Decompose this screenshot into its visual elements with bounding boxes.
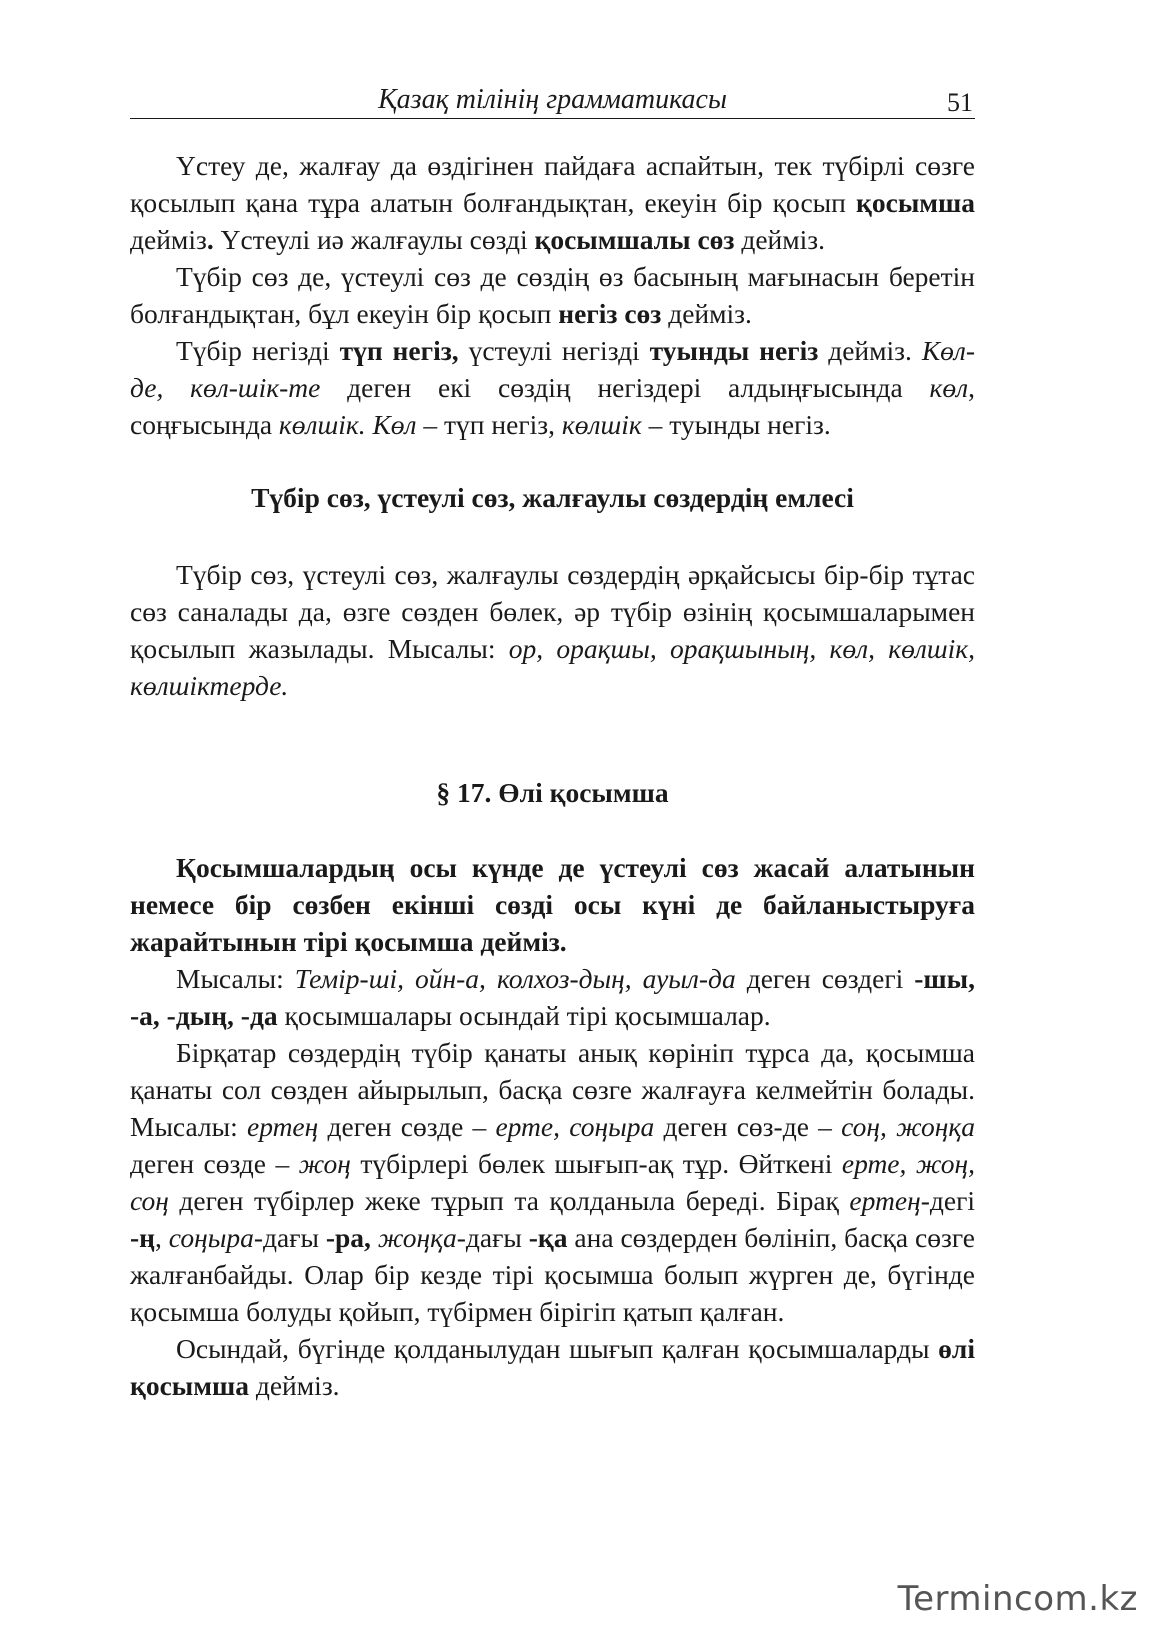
text-run: -дағы	[456, 1222, 529, 1253]
text-run: деген түбірлер жеке тұрып та қолданыла береді. Бірақ	[168, 1185, 850, 1216]
italic-example: жоң	[298, 1148, 351, 1179]
page-number: 51	[947, 88, 973, 117]
bold-term: негіз сөз	[558, 298, 662, 329]
text-run: Осындай, бүгінде қолданылудан шығып қалған қосымшаларды	[176, 1333, 939, 1364]
text-run: қосымшалары осындай тірі қосымшалар.	[277, 1000, 771, 1031]
italic-example: Темір-ші, ойн-а, колхоз-дың, ауыл-да	[294, 963, 736, 994]
italic-example: көлшік	[561, 409, 642, 440]
text-run: дейміз.	[734, 224, 826, 255]
italic-example: көл	[929, 372, 969, 403]
text-run: Мысалы:	[176, 963, 295, 994]
text-run: Түбір сөз, үстеулі сөз, жалғаулы сөздердің әрқайсысы бір-бір тұтас сөз саналады да, өзге сөзден бөлек, әр түбір өзінің қосымшаларымен қосылып жазылады. Мысалы:	[130, 559, 975, 664]
text-run: Түбір сөз де, үстеулі сөз де сөздің өз басының мағынасын беретін болғандықтан, бұл екеуін бір қосып	[130, 261, 975, 329]
text-run: -дегі	[920, 1185, 975, 1216]
page-body	[130, 147, 975, 1404]
bold-term: туынды негіз	[649, 335, 819, 366]
italic-example: Көл-де, көл-шік-те	[130, 335, 975, 403]
italic-example: ертең	[849, 1185, 921, 1216]
italic-example: ертең	[246, 1111, 319, 1142]
text-run: -дағы	[253, 1222, 326, 1253]
text-run: ,	[155, 1222, 169, 1253]
section-heading-spelling: Түбір сөз, үстеулі сөз, жалғаулы сөздердің емлесі	[251, 482, 854, 513]
section-heading-17: § 17. Өлі қосымша	[436, 777, 669, 808]
paragraph-8	[130, 1330, 975, 1404]
text-run: деген екі сөздің негіздері алдыңғысында	[320, 372, 930, 403]
bold-term: -ң	[130, 1222, 156, 1253]
text-run: – туынды негіз.	[641, 409, 831, 440]
text-run: дейміз	[130, 224, 207, 255]
bold-term: .	[206, 224, 214, 255]
text-run: дейміз.	[661, 298, 752, 329]
text-run: Үстеу де, жалғау да өздігінен пайдаға аспайтын, тек түбірлі сөзге қосылып қана тұра алатын болғандықтан, екеуін бір қосып	[130, 150, 975, 218]
site-watermark: Termincom.kz	[897, 1579, 1138, 1619]
bold-term: қосымшалы сөз	[534, 224, 735, 255]
text-run: дейміз.	[248, 1370, 340, 1401]
text-run: үстеулі негізді	[458, 335, 650, 366]
text-run: деген сөз-де –	[654, 1111, 842, 1142]
paragraph-6	[130, 960, 975, 1034]
paragraph-4	[130, 556, 975, 704]
italic-example: соңыра	[168, 1222, 254, 1253]
text-run: Бірқатар сөздердің түбір қанаты анық көрініп тұрса да, қосымша қанаты сол сөзден айырылып, басқа сөзге жалғауға келмейтін болады. Мысалы:	[130, 1037, 975, 1142]
text-run: Үстеулі иә жалғаулы сөзді	[213, 224, 535, 255]
bold-term: Қосымшалардың осы күнде де үстеулі сөз жасай алатынын немесе бір сөзбен екінші сөзді осы күні де байланыстыруға жарайтынын тірі қосымша дейміз.	[130, 852, 975, 957]
bold-term: түп негіз,	[339, 335, 459, 366]
bold-term: -шы, -а, -дың, -да	[130, 963, 975, 1031]
italic-example: көлшік. Көл	[278, 409, 417, 440]
text-run: Түбір негізді	[176, 335, 340, 366]
paragraph-3	[130, 332, 975, 443]
text-run: деген сөздегі	[735, 963, 915, 994]
running-header-title: Қазақ тілінің грамматикасы	[378, 84, 727, 115]
text-run: – түп негіз,	[416, 409, 562, 440]
text-run: , соңғысында	[130, 372, 976, 440]
text-run: дейміз.	[818, 335, 922, 366]
paragraph-1	[130, 147, 975, 258]
page	[130, 78, 975, 1404]
paragraph-7	[130, 1034, 975, 1330]
italic-example: ор, орақшы, орақшының, көл, көлшік, көлшіктерде.	[130, 633, 975, 701]
bold-term: өлі қосымша	[130, 1333, 975, 1401]
paragraph-2	[130, 258, 975, 332]
bold-term: қосымша	[856, 187, 975, 218]
text-run: ана сөздерден бөлініп, басқа сөзге жалғанбайды. Олар бір кезде тірі қосымша болып жүрген де, бүгінде қосымша болуды қойып, түбірмен бірігіп қатып қалған.	[130, 1222, 975, 1327]
italic-example: жоңқа	[377, 1222, 457, 1253]
italic-example: ерте, жоң, соң	[130, 1148, 976, 1216]
bold-term: -қа	[528, 1222, 568, 1253]
paragraph-5-definition	[130, 849, 975, 960]
text-run: деген сөзде –	[318, 1111, 496, 1142]
bold-term: -ра,	[325, 1222, 371, 1253]
text-run: түбірлері бөлек шығып-ақ тұр. Өйткені	[350, 1148, 842, 1179]
text-run	[371, 1222, 378, 1253]
text-run: деген сөзде –	[130, 1148, 299, 1179]
italic-example: соң, жоңқа	[841, 1111, 975, 1142]
running-header	[130, 78, 975, 119]
italic-example: ерте, соңыра	[495, 1111, 655, 1142]
